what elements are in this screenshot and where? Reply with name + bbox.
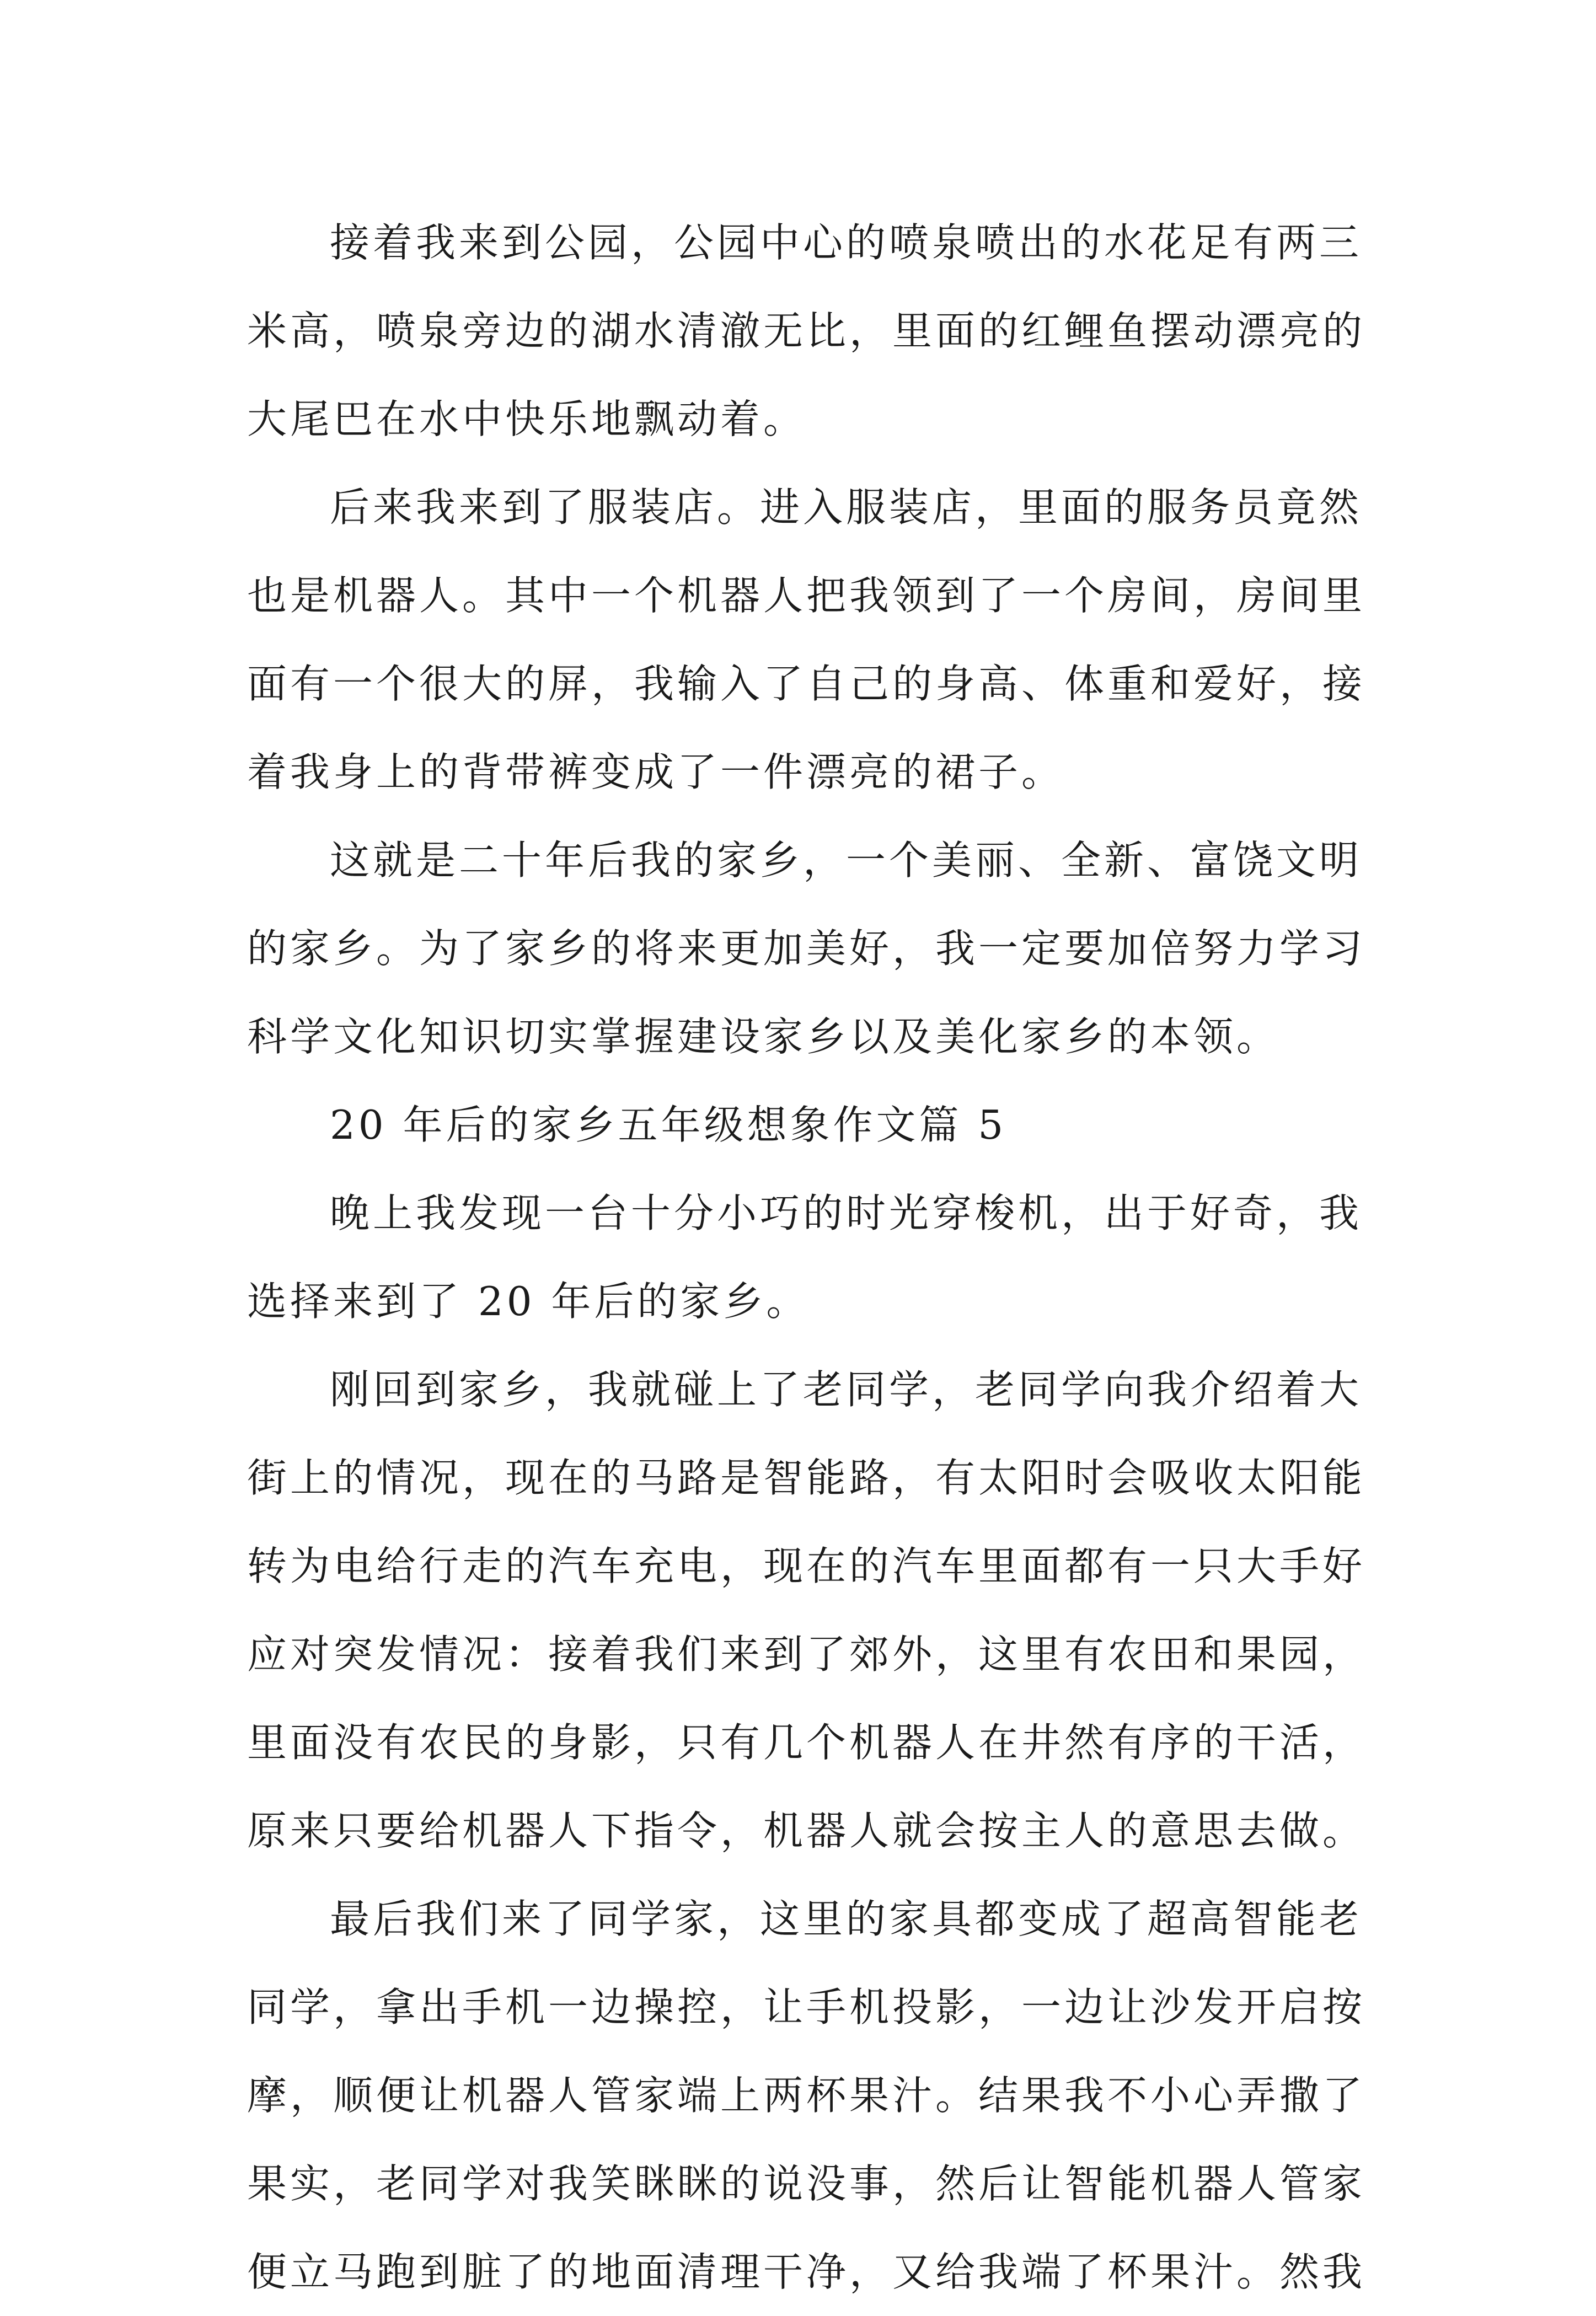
- text-line: 的家乡。为了家乡的将来更加美好，我一定要加倍努力学习: [247, 925, 1366, 972]
- text-line: 后来我来到了服装店。进入服装店，里面的服务员竟然: [330, 484, 1363, 530]
- text-line: 也是机器人。其中一个机器人把我领到了一个房间，房间里: [247, 572, 1366, 619]
- text-line: 大尾巴在水中快乐地飘动着。: [247, 396, 807, 442]
- text-line: 最后我们来了同学家，这里的家具都变成了超高智能老: [330, 1896, 1363, 1942]
- paragraph-classmate-home: [247, 1875, 1366, 2316]
- text-line: 原来只要给机器人下指令，机器人就会按主人的意思去做。: [247, 1808, 1366, 1854]
- text-line: 着我身上的背带裤变成了一件漂亮的裙子。: [247, 749, 1065, 795]
- paragraph-conclusion: [247, 816, 1366, 1081]
- text-line: 应对突发情况：接着我们来到了郊外，这里有农田和果园，: [247, 1631, 1366, 1677]
- text-line: 果实，老同学对我笑眯眯的说没事，然后让智能机器人管家: [247, 2160, 1366, 2207]
- text-line: 转为电给行走的汽车充电，现在的汽车里面都有一只大手好: [247, 1543, 1366, 1589]
- section-title: 20 年后的家乡五年级想象作文篇 5: [330, 1102, 1007, 1148]
- text-line: 街上的情况，现在的马路是智能路，有太阳时会吸收太阳能: [247, 1455, 1366, 1501]
- text-line: 同学，拿出手机一边操控，让手机投影，一边让沙发开启按: [247, 1984, 1366, 2030]
- text-line: 接着我来到公园，公园中心的喷泉喷出的水花足有两三: [330, 219, 1363, 266]
- text-line: 米高，喷泉旁边的湖水清澈无比，里面的红鲤鱼摆动漂亮的: [247, 308, 1366, 354]
- text-line: 摩，顺便让机器人管家端上两杯果汁。结果我不小心弄撒了: [247, 2072, 1366, 2119]
- text-line: 晚上我发现一台十分小巧的时光穿梭机，出于好奇，我: [330, 1190, 1363, 1236]
- essay-heading: [247, 1081, 1361, 1169]
- paragraph-clothing-store: [247, 463, 1366, 816]
- text-line: 刚回到家乡，我就碰上了老同学，老同学向我介绍着大: [330, 1366, 1363, 1413]
- text-line: 便立马跑到脏了的地面清理干净，又给我端了杯果汁。然我: [247, 2249, 1366, 2295]
- text-line: 选择来到了 20 年后的家乡。: [247, 1278, 810, 1325]
- text-line: 这就是二十年后我的家乡，一个美丽、全新、富饶文明: [330, 837, 1363, 883]
- paragraph-smart-road: [247, 1345, 1366, 1875]
- essay-body: [247, 199, 1366, 2316]
- paragraph-park: [247, 199, 1366, 463]
- text-line: 里面没有农民的身影，只有几个机器人在井然有序的干活，: [247, 1719, 1366, 1766]
- text-line: 面有一个很大的屏，我输入了自己的身高、体重和爱好，接: [247, 661, 1366, 707]
- paragraph-time-machine: [247, 1169, 1361, 1345]
- text-line: 科学文化知识切实掌握建设家乡以及美化家乡的本领。: [247, 1014, 1280, 1060]
